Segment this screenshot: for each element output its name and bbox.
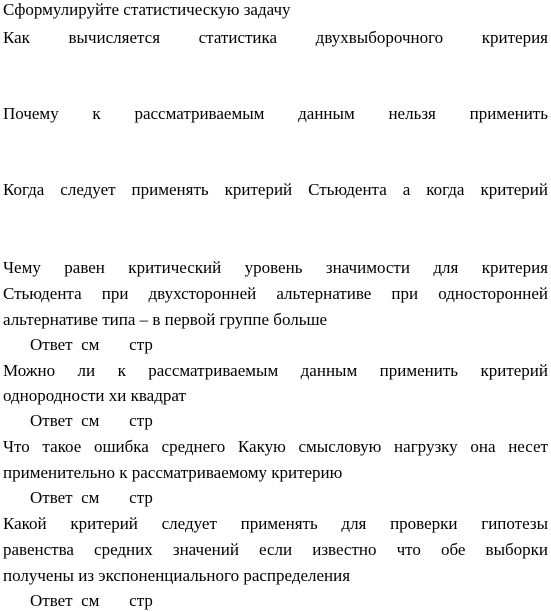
answer-text: Ответ см стр — [30, 335, 153, 354]
question-standard-error-line1: Что такое ошибка среднего Какую смысловую нагрузку она несет — [3, 437, 548, 456]
answer-reference — [30, 411, 153, 431]
answer-reference — [30, 488, 153, 508]
question-why-not-apply: Почему к рассматриваемым данным нельзя применить — [3, 104, 548, 123]
question-chi-square-line1: Можно ли к рассматриваемым данным применить критерий — [3, 361, 548, 380]
answer-reference — [30, 335, 153, 355]
question-chi-square-line2: однородности хи квадрат — [3, 386, 186, 405]
question-statistic-calculation: Как вычисляется статистика двухвыборочного критерия — [3, 28, 548, 47]
question-exponential-line3: получены из экспоненциального распределения — [3, 566, 351, 585]
answer-text: Ответ см стр — [30, 488, 153, 507]
question-exponential-line2: равенства средних значений если известно что обе выборки — [3, 540, 548, 559]
question-critical-level-line3: альтернативе типа – в первой группе больше — [3, 310, 328, 329]
question-critical-level-line2: Стьюдента при двухсторонней альтернативе при односторонней — [3, 284, 548, 303]
answer-reference — [30, 591, 153, 611]
task-heading: Сформулируйте статистическую задачу — [3, 0, 291, 19]
question-standard-error-line2: применительно к рассматриваемому критерию — [3, 463, 343, 482]
answer-text: Ответ см стр — [30, 411, 153, 430]
question-when-student-test: Когда следует применять критерий Стьюдента а когда критерий — [3, 180, 548, 199]
question-exponential-line1: Какой критерий следует применять для проверки гипотезы — [3, 514, 548, 533]
answer-text: Ответ см стр — [30, 591, 153, 610]
question-critical-level-line1: Чему равен критический уровень значимости для критерия — [3, 258, 548, 277]
